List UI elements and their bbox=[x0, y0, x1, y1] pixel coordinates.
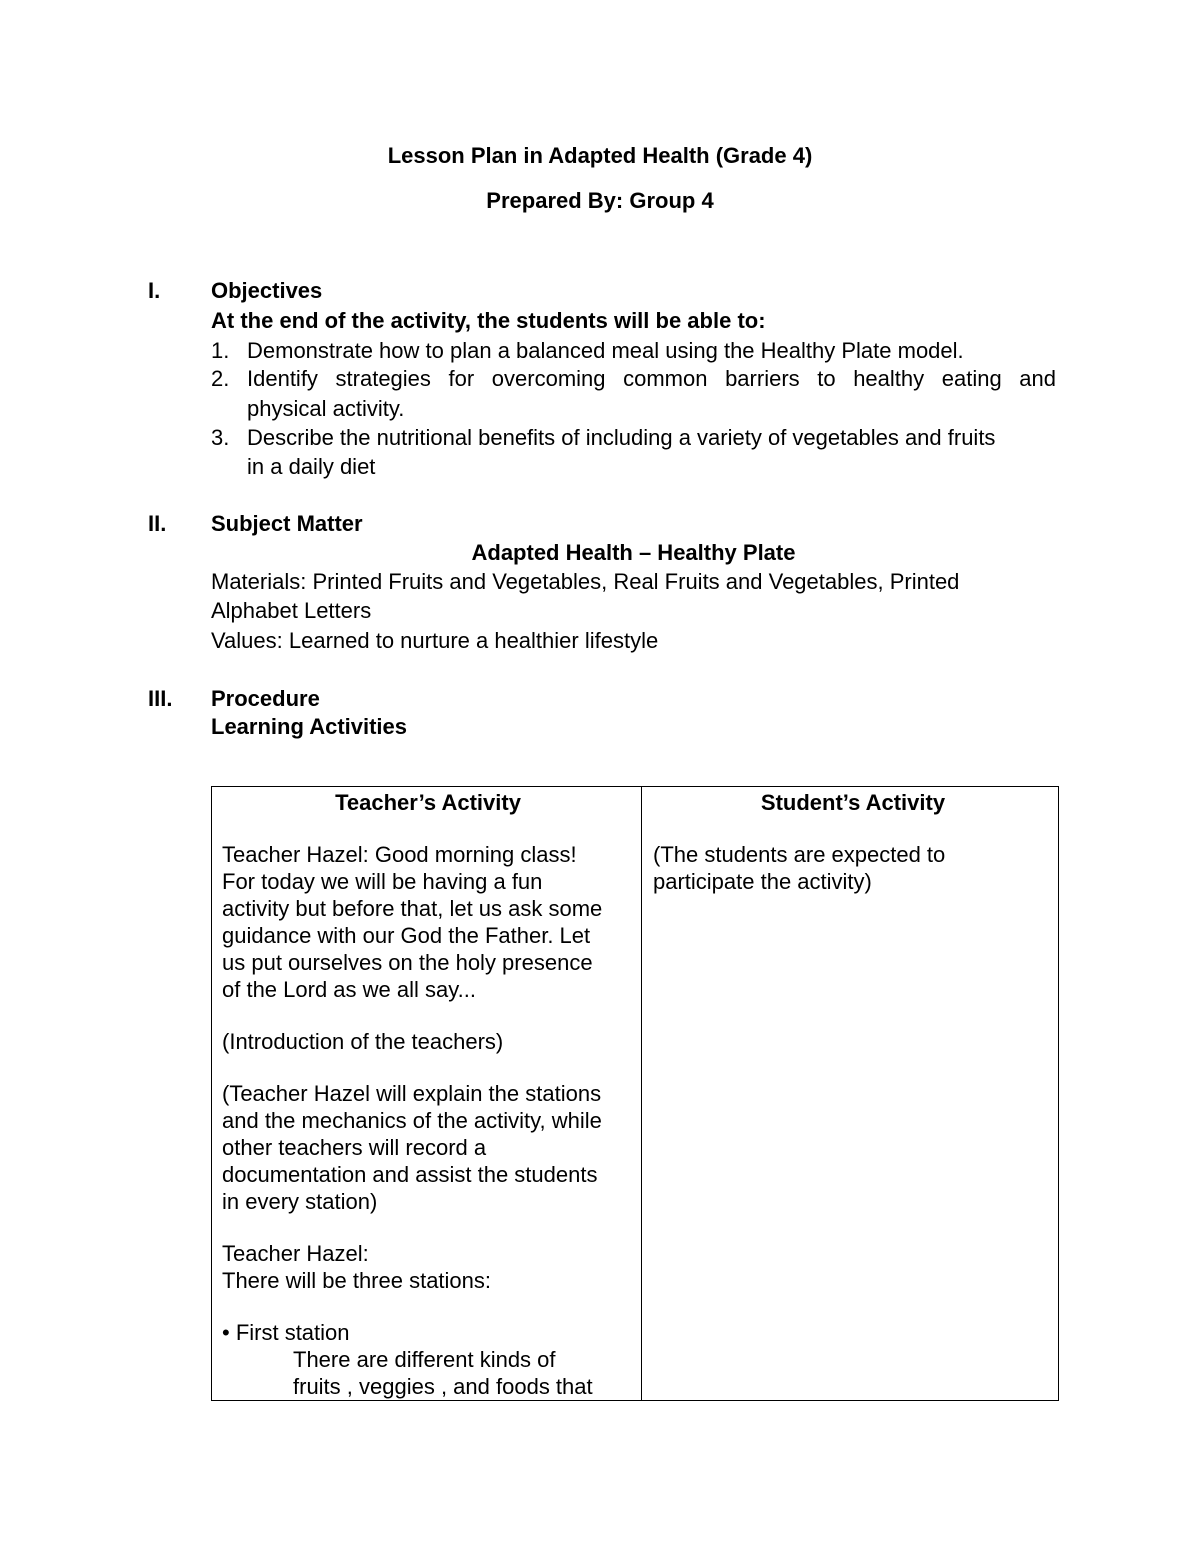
text-line: documentation and assist the students bbox=[222, 1162, 598, 1187]
materials-line2: Alphabet Letters bbox=[211, 598, 372, 623]
objective-text-1: Demonstrate how to plan a balanced meal using the Healthy Plate model. bbox=[247, 338, 964, 363]
teacher-activity-column bbox=[222, 787, 634, 1400]
text-line: fruits , veggies , and foods that bbox=[293, 1374, 593, 1399]
text-line: other teachers will record a bbox=[222, 1135, 487, 1160]
section-numeral-ii: II. bbox=[148, 511, 167, 536]
materials-line1: Materials: Printed Fruits and Vegetables, Real Fruits and Vegetables, Printed bbox=[211, 569, 960, 594]
column-divider bbox=[641, 787, 642, 1400]
bullet-item: • First station bbox=[222, 1320, 350, 1345]
student-activity-header: Student’s Activity bbox=[760, 790, 946, 815]
text-line: of the Lord as we all say... bbox=[222, 977, 476, 1002]
text-line: in every station) bbox=[222, 1189, 378, 1214]
text-line: There will be three stations: bbox=[222, 1268, 492, 1293]
text-line: and the mechanics of the activity, while bbox=[222, 1108, 602, 1133]
activity-table bbox=[211, 786, 1059, 1401]
objective-text-3-line2: in a daily diet bbox=[247, 454, 376, 479]
values-line: Values: Learned to nurture a healthier lifestyle bbox=[211, 628, 659, 653]
text-line: For today we will be having a fun bbox=[222, 869, 543, 894]
procedure-heading: Procedure bbox=[211, 686, 320, 711]
objectives-heading: Objectives bbox=[211, 278, 323, 303]
text-line: activity but before that, let us ask some bbox=[222, 896, 603, 921]
objective-number-3: 3. bbox=[211, 425, 230, 450]
text-line: participate the activity) bbox=[653, 869, 872, 894]
student-response bbox=[653, 841, 1053, 895]
prepared-by: Prepared By: Group 4 bbox=[486, 188, 714, 213]
teacher-greeting bbox=[222, 841, 634, 1003]
subject-matter-heading: Subject Matter bbox=[211, 511, 363, 536]
teacher-explanation bbox=[222, 1080, 634, 1215]
objective-number-2: 2. bbox=[211, 366, 230, 391]
teacher-introduction: (Introduction of the teachers) bbox=[222, 1029, 504, 1054]
learning-activities-heading: Learning Activities bbox=[211, 714, 408, 739]
objective-number-1: 1. bbox=[211, 338, 230, 363]
document-title: Lesson Plan in Adapted Health (Grade 4) bbox=[387, 143, 813, 168]
teacher-stations-intro bbox=[222, 1240, 634, 1294]
text-line: Teacher Hazel: bbox=[222, 1241, 369, 1266]
objectives-lead: At the end of the activity, the students will be able to: bbox=[211, 308, 766, 333]
section-numeral-i: I. bbox=[148, 278, 161, 303]
objective-text-2-line2: physical activity. bbox=[247, 396, 405, 421]
text-line: (The students are expected to bbox=[653, 842, 946, 867]
student-activity-column bbox=[653, 787, 1053, 1400]
text-line: us put ourselves on the holy presence bbox=[222, 950, 593, 975]
text-line: Teacher Hazel: Good morning class! bbox=[222, 842, 577, 867]
section-numeral-iii: III. bbox=[148, 686, 173, 711]
first-station bbox=[222, 1319, 634, 1400]
text-line: guidance with our God the Father. Let bbox=[222, 923, 591, 948]
text-line: There are different kinds of bbox=[293, 1347, 556, 1372]
subject-topic: Adapted Health – Healthy Plate bbox=[471, 540, 796, 565]
teacher-activity-header: Teacher’s Activity bbox=[335, 790, 521, 815]
text-line: (Teacher Hazel will explain the stations bbox=[222, 1081, 602, 1106]
objective-text-2-line1: Identify strategies for overcoming common barriers to healthy eating and bbox=[247, 366, 1056, 391]
objective-text-3-line1: Describe the nutritional benefits of including a variety of vegetables and fruits bbox=[247, 425, 996, 450]
